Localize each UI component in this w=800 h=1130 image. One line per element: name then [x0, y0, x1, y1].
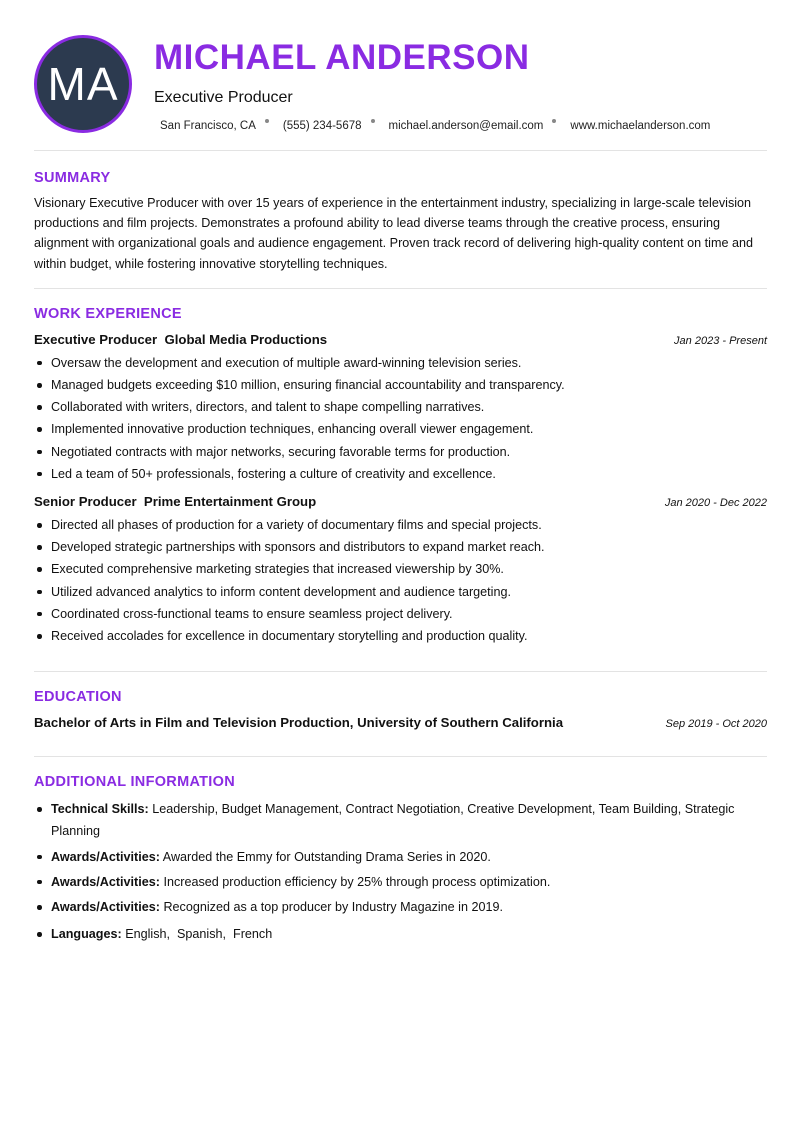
list-item	[34, 896, 767, 918]
job-bullets	[34, 514, 767, 647]
list-item: Led a team of 50+ professionals, fostering a culture of creativity and excellence.	[34, 463, 767, 485]
separator-dot-icon	[371, 119, 375, 123]
contact-phone[interactable]: (555) 234-5678	[282, 120, 362, 132]
job-entry	[34, 494, 767, 647]
job-title: Executive Producer Global Media Productions	[34, 331, 328, 347]
contact-location: San Francisco, CA	[160, 120, 256, 132]
list-item: Collaborated with writers, directors, and talent to shape compelling narratives.	[34, 396, 767, 418]
list-item: Utilized advanced analytics to inform content development and audience targeting.	[34, 581, 767, 603]
additional-section	[34, 757, 767, 945]
list-item: Oversaw the development and execution of multiple award-winning television series.	[34, 352, 767, 374]
list-item	[34, 846, 767, 868]
list-item: Managed budgets exceeding $10 million, ensuring financial accountability and transparency.	[34, 374, 767, 396]
item-text: Recognized as a top producer by Industry Magazine in 2019.	[163, 900, 503, 915]
education-dates: Sep 2019 - Oct 2020	[665, 718, 767, 731]
summary-text: Visionary Executive Producer with over 15 years of experience in the entertainment industry, specializing in large-scale television productions and film projects. Demonstrates a profound ability to lead diverse teams through the creative process, ensuring alignment with organizational goals and audience engagement. Proven track record of delivering high-quality content on time and within budget, while fostering innovative storytelling techniques.	[34, 196, 753, 271]
summary-heading: SUMMARY	[34, 170, 111, 186]
additional-heading: ADDITIONAL INFORMATION	[34, 774, 235, 791]
item-label: Awards/Activities:	[51, 900, 160, 915]
education-degree: Bachelor of Arts in Film and Television Production, University of Southern California	[34, 715, 564, 731]
list-item: Developed strategic partnerships with sponsors and distributors to expand market reach.	[34, 536, 767, 558]
item-label: Languages:	[51, 927, 122, 942]
contact-website[interactable]: www.michaelanderson.com	[570, 120, 711, 132]
summary-section	[34, 151, 767, 274]
contact-line	[160, 120, 710, 132]
avatar: MA	[34, 35, 132, 133]
item-label: Technical Skills:	[51, 802, 149, 817]
job-title: Senior Producer Prime Entertainment Group	[34, 494, 317, 510]
experience-heading: WORK EXPERIENCE	[34, 305, 182, 322]
job-entry	[34, 332, 767, 485]
item-text: Leadership, Budget Management, Contract Negotiation, Creative Development, Team Building, Strategic Planning	[51, 802, 735, 839]
candidate-name: MICHAEL ANDERSON	[154, 38, 530, 77]
list-item: Negotiated contracts with major networks, securing favorable terms for production.	[34, 441, 767, 463]
item-text: Increased production efficiency by 25% through process optimization.	[163, 874, 551, 889]
separator-dot-icon	[552, 119, 556, 123]
item-text: Awarded the Emmy for Outstanding Drama Series in 2020.	[162, 849, 491, 864]
list-item	[34, 798, 767, 842]
list-item: Directed all phases of production for a variety of documentary films and special projects.	[34, 514, 767, 536]
resume-header	[34, 0, 767, 150]
list-item: Executed comprehensive marketing strategies that increased viewership by 30%.	[34, 558, 767, 580]
list-item: Received accolades for excellence in documentary storytelling and production quality.	[34, 625, 767, 647]
item-label: Awards/Activities:	[51, 874, 160, 889]
job-dates: Jan 2020 - Dec 2022	[664, 497, 767, 510]
additional-list	[34, 798, 767, 945]
item-label: Awards/Activities:	[51, 849, 160, 864]
item-text: English, Spanish, French	[125, 927, 273, 942]
education-section	[34, 672, 767, 730]
separator-dot-icon	[265, 119, 269, 123]
job-title-headline: Executive Producer	[154, 89, 293, 106]
list-item	[34, 871, 767, 893]
resume-page	[34, 0, 767, 948]
job-bullets	[34, 352, 767, 485]
list-item: Coordinated cross-functional teams to ensure seamless project delivery.	[34, 603, 767, 625]
contact-email[interactable]: michael.anderson@email.com	[388, 120, 544, 132]
experience-section	[34, 289, 767, 647]
education-heading: EDUCATION	[34, 689, 122, 706]
list-item: Implemented innovative production techniques, enhancing overall viewer engagement.	[34, 418, 767, 440]
job-dates: Jan 2023 - Present	[674, 334, 767, 347]
list-item	[34, 923, 767, 945]
